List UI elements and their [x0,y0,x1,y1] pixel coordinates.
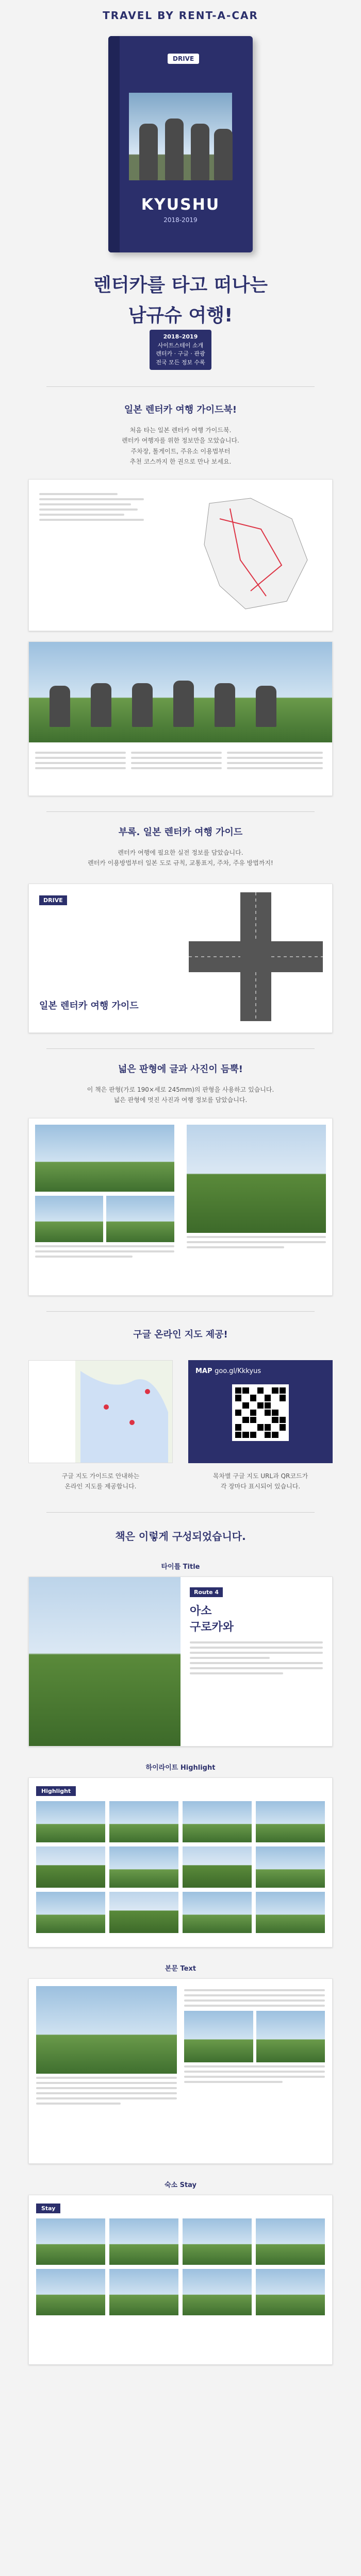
photo-tile [256,2218,325,2265]
photo-tile [187,1125,326,1233]
moai-shape [132,683,153,727]
pill-line: 사이트스테이 소개 [157,342,204,349]
index-page [29,480,180,631]
route-heading-2: 구로카와 [190,1621,234,1634]
spread-highlight [28,1777,333,1947]
photo-tile [183,2269,252,2315]
book-cover [108,36,253,252]
appendix-badge: DRIVE [39,895,67,905]
photo-tile [256,2011,325,2062]
wide-right-page [180,1118,332,1295]
moai-photo [29,642,332,742]
photo-tile [256,1846,325,1888]
spread-appendix [28,884,333,1033]
photo-tile [36,2218,105,2265]
photo-tile [256,2269,325,2315]
photo-tile [106,1196,174,1242]
divider [46,1311,315,1312]
photo-tile [109,1801,178,1842]
google-map-tile [28,1360,173,1463]
text-right-page [184,1986,325,2156]
map-caption: 구글 지도 가이드로 안내하는 [61,1472,140,1480]
text-left-page [36,1986,177,2156]
photo-tile [109,2269,178,2315]
route-badge: Route 4 [190,1587,223,1597]
moai-shape [191,124,209,180]
map-page [180,480,332,631]
photo-tile [36,1892,105,1933]
spread-stay [28,2195,333,2365]
wide-left-page [29,1118,180,1295]
photo-tile [109,1892,178,1933]
photo-tile [183,1846,252,1888]
section-title-guide: 일본 렌터카 여행 가이드북! [124,404,237,415]
photo-tile [256,1892,325,1933]
appendix-caption: 일본 렌터카 여행 가이드 [39,1001,139,1011]
title-right-page [180,1577,332,1746]
moai-shape [139,124,158,180]
map-caption: 온라인 지도를 제공합니다. [64,1483,137,1490]
route-heading-1: 아소 [190,1605,212,1618]
brand-header: TRAVEL BY RENT-A-CAR [103,9,258,22]
appendix-left-page [29,884,180,1032]
divider [46,1048,315,1049]
photo-text [29,742,332,778]
moai-shape [214,129,233,180]
appendix-right-page [180,884,332,1032]
spread-text [28,1978,333,2164]
qr-caption: 목차별 구글 지도 URL과 QR코드가 [212,1472,308,1480]
spread-photo [28,641,333,796]
photo-tile [109,2218,178,2265]
photo-tile [35,1196,103,1242]
part-label-stay: 숙소 Stay [164,2181,197,2189]
highlight-badge: Highlight [36,1786,76,1796]
section-desc: 렌터카 이용방법부터 일본 도로 규칙, 교통표지, 주차, 주유 방법까지! [88,859,273,867]
photo-tile [256,1801,325,1842]
divider [46,386,315,387]
part-label-highlight: 하이라이트 Highlight [145,1764,216,1772]
section-desc: 렌터카 여행자를 위한 정보만을 모았습니다. [122,437,239,445]
map-label: MAP [195,1367,212,1375]
cover-photo [129,93,232,180]
qr-code [232,1384,289,1441]
moai-shape [91,683,111,727]
photo-tile [184,2011,253,2062]
hero-pill [150,330,211,370]
photo-tile [36,2269,105,2315]
moai-shape [165,118,184,180]
photo-tile [109,1846,178,1888]
spread-wide-photos [28,1118,333,1296]
section-desc: 처음 타는 일본 렌터카 여행 가이드북. [129,427,232,434]
qr-tile [188,1360,333,1463]
moai-shape [215,683,235,727]
divider [46,1512,315,1513]
kyushu-map [189,488,323,617]
photo-tile [183,1892,252,1933]
qr-caption: 각 장마다 표시되어 있습니다. [220,1483,301,1490]
photo-tile [36,1801,105,1842]
stay-badge: Stay [36,2204,60,2213]
cover-badge: DRIVE [168,54,199,64]
part-label-title: 타이틀 Title [161,1563,200,1571]
section-desc: 추천 코스까지 한 권으로 만나 보세요. [129,458,232,466]
section-desc: 렌터카 여행에 필요한 실전 정보를 담았습니다. [118,849,243,856]
section-title-maps: 구글 온라인 지도 제공! [133,1329,228,1340]
title-photo [29,1577,180,1746]
spread-map [28,479,333,631]
intersection-diagram [189,892,323,1021]
hero-title-line2: 남규슈 여행! [128,305,233,326]
photo-tile [183,1801,252,1842]
hero-title-line1: 렌터카를 타고 떠나는 [93,275,268,296]
cover-title: KYUSHU [141,196,220,214]
moai-shape [173,681,194,727]
section-title-structure: 책은 이렇게 구성되었습니다. [115,1530,246,1543]
divider [46,811,315,812]
photo-tile [36,1846,105,1888]
section-title-photos: 넓은 판형에 글과 사진이 듬뿍! [118,1064,243,1075]
photo-tile [36,1986,177,2074]
map-url[interactable]: goo.gl/Kkkyus [215,1367,261,1375]
photo-tile [183,2218,252,2265]
pill-line: 2018–2019 [163,333,198,340]
pill-line: 렌터카 · 구글 · 관광 [156,350,205,357]
moai-shape [50,686,70,727]
moai-shape [256,686,276,727]
photo-tile [35,1125,174,1192]
section-desc: 주차장, 톨게이트, 주유소 이용법부터 [130,447,231,455]
section-desc: 이 책은 판형(가로 190×세로 245mm)의 판형을 사용하고 있습니다. [87,1086,274,1093]
spread-title [28,1577,333,1747]
section-title-appendix: 부록. 일본 렌터카 여행 가이드 [118,827,243,838]
part-label-text: 본문 Text [165,1965,196,1973]
cover-subtitle: 2018-2019 [163,216,198,224]
pill-line: 전국 모든 정보 수록 [156,359,205,366]
section-desc: 넓은 판형에 멋진 사진과 여행 정보를 담았습니다. [113,1096,248,1104]
